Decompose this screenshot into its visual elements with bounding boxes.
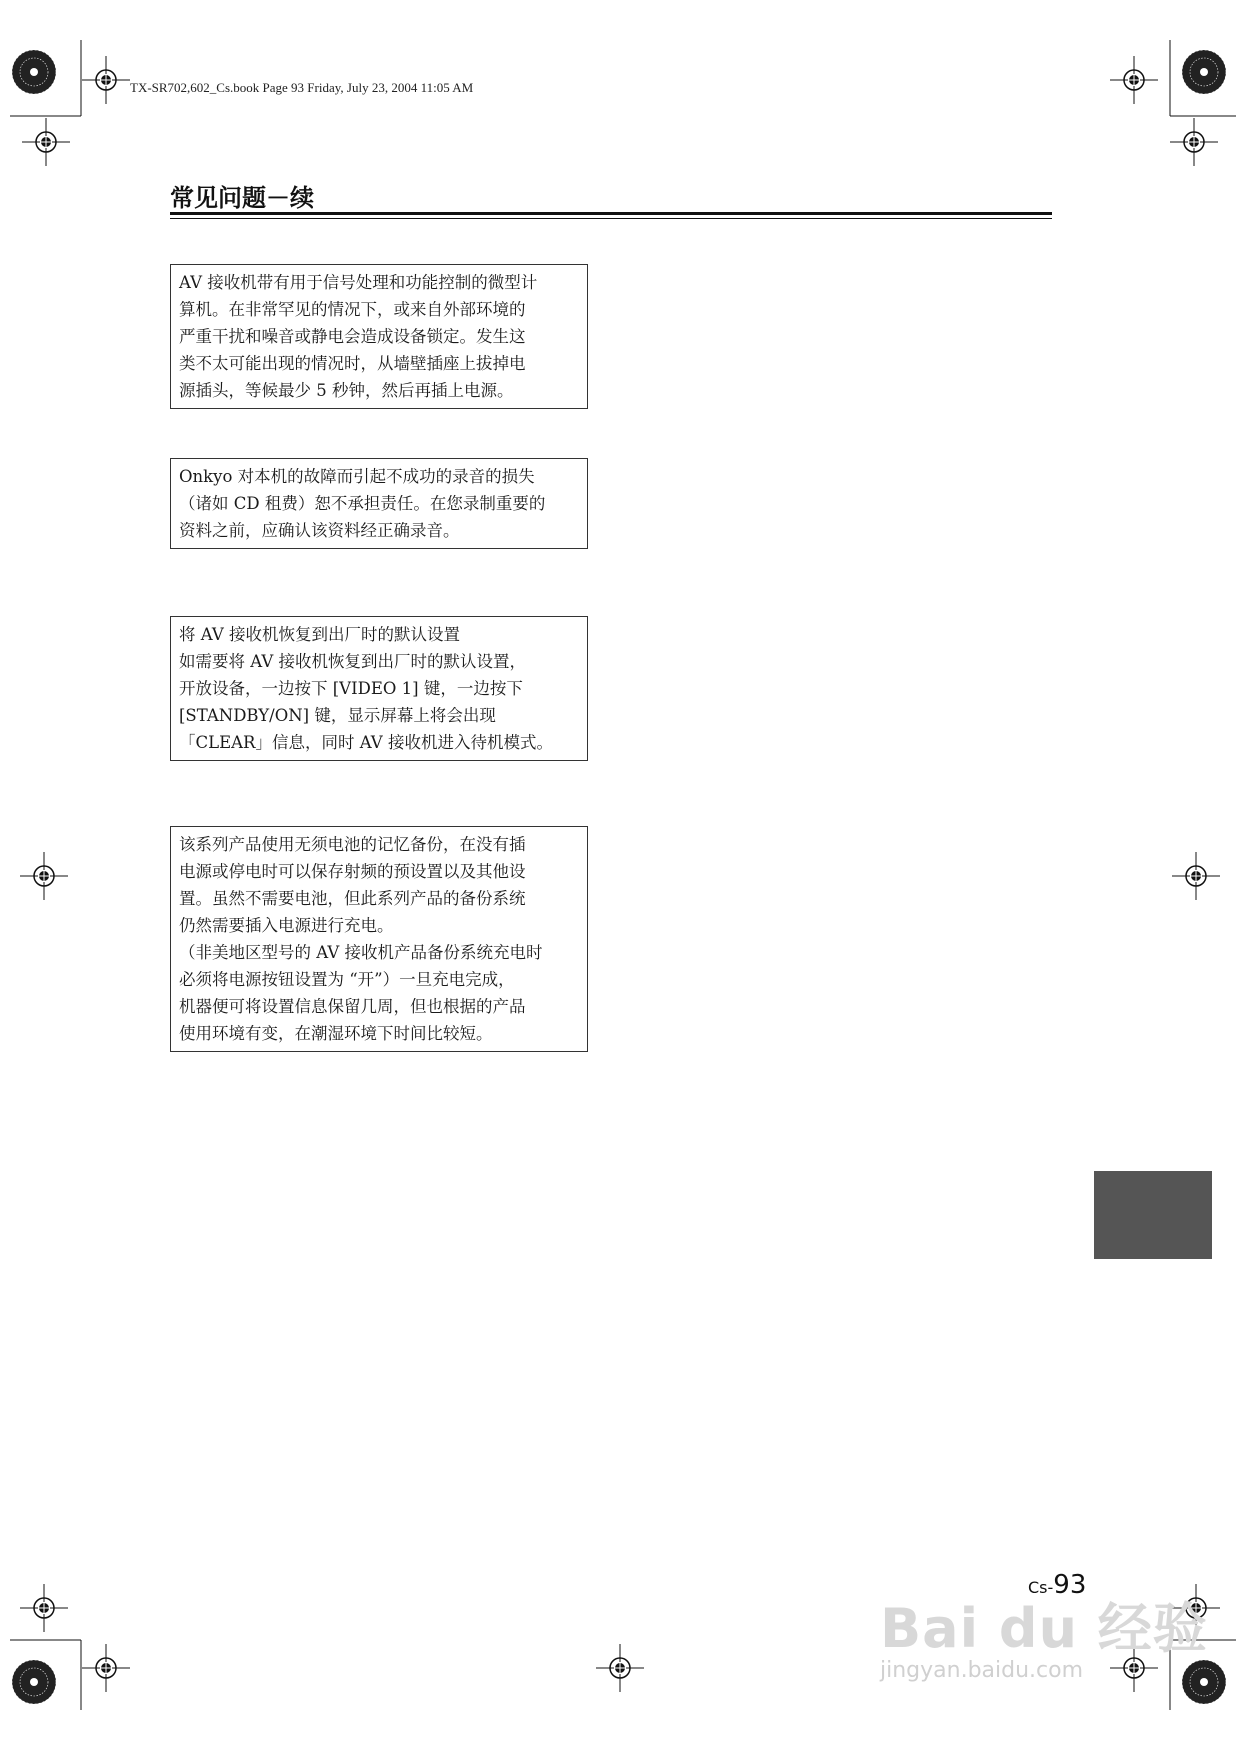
section-title: 常见问题－续 bbox=[170, 184, 314, 212]
page-number-prefix: Cs- bbox=[1028, 1578, 1054, 1597]
note-line: [STANDBY/ON] 键，显示屏幕上将会出现 bbox=[179, 706, 496, 725]
baidu-watermark: Bai du 经验 bbox=[880, 1597, 1208, 1660]
baidu-watermark-url: jingyan.baidu.com bbox=[880, 1658, 1084, 1683]
title-rule bbox=[170, 212, 1052, 215]
note-line: 源插头，等候最少 5 秒钟，然后再插上电源。 bbox=[179, 381, 514, 400]
note-line: （非美地区型号的 AV 接收机产品备份系统充电时 bbox=[179, 943, 543, 962]
note-line: 电源或停电时可以保存射频的预设置以及其他设 bbox=[179, 862, 526, 881]
page-number-value: 93 bbox=[1053, 1570, 1087, 1600]
note-line: 该系列产品使用无须电池的记忆备份，在没有插 bbox=[179, 835, 526, 854]
note-line: Onkyo 对本机的故障而引起不成功的录音的损失 bbox=[179, 467, 535, 486]
note-line: AV 接收机带有用于信号处理和功能控制的微型计 bbox=[179, 273, 538, 292]
note-line: 开放设备，一边按下 [VIDEO 1] 键，一边按下 bbox=[179, 679, 523, 698]
chapter-tab-block bbox=[1094, 1171, 1212, 1259]
starburst-mark-bottom-right bbox=[1182, 1660, 1226, 1704]
starburst-mark-top-left bbox=[12, 50, 56, 94]
note-line: 「CLEAR」信息，同时 AV 接收机进入待机模式。 bbox=[179, 733, 553, 752]
note-line: 必须将电源按钮设置为 “开”）一旦充电完成， bbox=[179, 970, 515, 989]
note-line: 仍然需要插入电源进行充电。 bbox=[179, 916, 394, 935]
book-file-line: TX-SR702,602_Cs.book Page 93 Friday, July 23, 2004 11:05 AM bbox=[130, 80, 474, 95]
note-line: 严重干扰和噪音或静电会造成设备锁定。发生这 bbox=[179, 327, 526, 346]
page-number bbox=[1028, 1570, 1086, 1600]
note-box-factory-reset bbox=[170, 616, 588, 761]
note-box-microcomputer-lockup bbox=[170, 264, 588, 409]
title-rule-thin bbox=[170, 218, 1052, 219]
starburst-mark-bottom-left bbox=[12, 1660, 56, 1704]
note-line: 机器便可将设置信息保留几周，但也根据的产品 bbox=[179, 997, 526, 1016]
note-line: （诸如 CD 租费）恕不承担责任。在您录制重要的 bbox=[179, 494, 546, 513]
note-line: 置。虽然不需要电池，但此系列产品的备份系统 bbox=[179, 889, 526, 908]
note-heading: 将 AV 接收机恢复到出厂时的默认设置 bbox=[179, 625, 460, 644]
note-box-recording-liability bbox=[170, 458, 588, 549]
note-line: 使用环境有变，在潮湿环境下时间比较短。 bbox=[179, 1024, 493, 1043]
note-line: 如需要将 AV 接收机恢复到出厂时的默认设置， bbox=[179, 652, 526, 671]
note-line: 算机。在非常罕见的情况下，或来自外部环境的 bbox=[179, 300, 526, 319]
note-line: 类不太可能出现的情况时，从墙壁插座上拔掉电 bbox=[179, 354, 526, 373]
note-line: 资料之前，应确认该资料经正确录音。 bbox=[179, 521, 460, 540]
note-box-memory-backup bbox=[170, 826, 588, 1052]
starburst-mark-top-right bbox=[1182, 50, 1226, 94]
